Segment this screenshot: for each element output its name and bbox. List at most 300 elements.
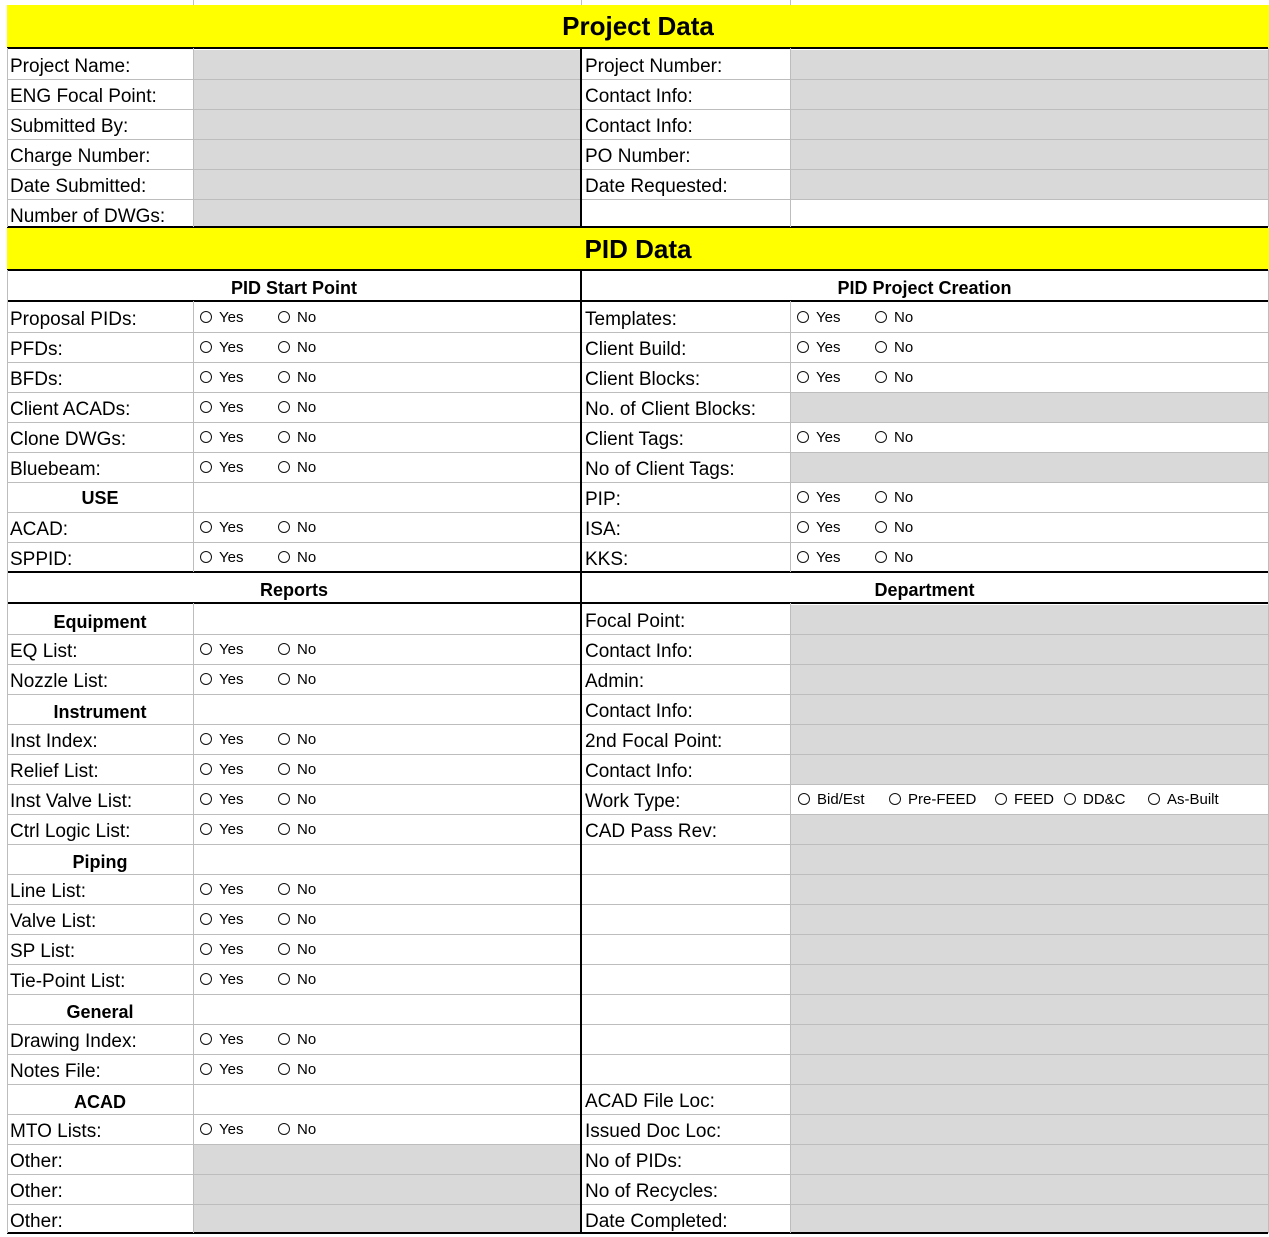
radio-circle-icon bbox=[875, 311, 887, 323]
project-field-input[interactable] bbox=[194, 200, 581, 227]
gridline bbox=[580, 48, 582, 227]
pid-right-label: Client Blocks: bbox=[585, 369, 701, 390]
radio-circle-icon bbox=[200, 341, 212, 353]
radio-circle-icon bbox=[278, 973, 290, 985]
department-input[interactable] bbox=[791, 1085, 1268, 1114]
yes-radio[interactable] bbox=[200, 754, 243, 784]
radio-label: No bbox=[297, 428, 317, 446]
yes-radio[interactable] bbox=[200, 542, 243, 572]
department-input[interactable] bbox=[791, 755, 1268, 784]
radio-circle-icon bbox=[278, 883, 290, 895]
yes-radio[interactable] bbox=[797, 362, 840, 392]
department-input[interactable] bbox=[791, 695, 1268, 724]
radio-label: Yes bbox=[816, 308, 841, 326]
gridline bbox=[7, 542, 1268, 543]
project-left-label: Charge Number: bbox=[10, 146, 151, 167]
no-radio[interactable] bbox=[278, 512, 316, 542]
yes-radio[interactable] bbox=[797, 302, 840, 332]
department-label: No of Recycles: bbox=[585, 1181, 719, 1202]
radio-label: Yes bbox=[816, 548, 841, 566]
department-label: Issued Doc Loc: bbox=[585, 1121, 722, 1142]
radio-circle-icon bbox=[278, 461, 290, 473]
radio-label: Yes bbox=[219, 1030, 244, 1048]
project-right-label: Contact Info: bbox=[585, 86, 693, 107]
report-field-label: Other: bbox=[10, 1181, 63, 1202]
no-radio[interactable] bbox=[278, 1024, 316, 1054]
radio-circle-icon bbox=[995, 793, 1007, 805]
radio-circle-icon bbox=[200, 311, 212, 323]
project-field-input[interactable] bbox=[791, 140, 1268, 169]
radio-circle-icon bbox=[200, 401, 212, 413]
radio-label: No bbox=[297, 910, 317, 928]
no-radio[interactable] bbox=[278, 784, 316, 814]
report-field-label: Relief List: bbox=[10, 761, 99, 782]
department-input[interactable] bbox=[791, 725, 1268, 754]
project-left-label: Project Name: bbox=[10, 56, 131, 77]
radio-circle-icon bbox=[1148, 793, 1160, 805]
radio-circle-icon bbox=[200, 371, 212, 383]
radio-label: No bbox=[297, 308, 317, 326]
report-category-label: Equipment bbox=[53, 612, 147, 632]
project-left-label: Submitted By: bbox=[10, 116, 129, 137]
radio-label: No bbox=[297, 940, 317, 958]
reports-header: Reports bbox=[259, 580, 328, 600]
pid-left-label: BFDs: bbox=[10, 369, 63, 390]
radio-label: Yes bbox=[816, 368, 841, 386]
department-label: CAD Pass Rev: bbox=[585, 821, 717, 842]
radio-label: No bbox=[894, 338, 914, 356]
yes-radio[interactable] bbox=[200, 904, 243, 934]
no-radio[interactable] bbox=[875, 482, 913, 512]
no-radio[interactable] bbox=[278, 934, 316, 964]
pid-left-label: Bluebeam: bbox=[10, 459, 101, 480]
yes-radio[interactable] bbox=[200, 784, 243, 814]
radio-circle-icon bbox=[200, 551, 212, 563]
no-radio[interactable] bbox=[278, 452, 316, 482]
yes-radio[interactable] bbox=[797, 422, 840, 452]
radio-label: No bbox=[297, 790, 317, 808]
department-input[interactable] bbox=[791, 815, 1268, 844]
pid-right-label: PIP: bbox=[585, 489, 621, 510]
department-header: Department bbox=[874, 580, 975, 600]
radio-label: No bbox=[297, 670, 317, 688]
pid-right-label: Templates: bbox=[585, 309, 677, 330]
report-field-label: SP List: bbox=[10, 941, 76, 962]
radio-label: No bbox=[894, 548, 914, 566]
project-left-label: ENG Focal Point: bbox=[10, 86, 157, 107]
radio-label: Yes bbox=[219, 640, 244, 658]
radio-label: No bbox=[297, 1060, 317, 1078]
department-input[interactable] bbox=[791, 1055, 1268, 1084]
gridline bbox=[7, 300, 1268, 302]
no-radio[interactable] bbox=[278, 422, 316, 452]
no-radio[interactable] bbox=[278, 904, 316, 934]
gridline bbox=[193, 301, 194, 572]
yes-radio[interactable] bbox=[200, 452, 243, 482]
yes-radio[interactable] bbox=[200, 362, 243, 392]
radio-circle-icon bbox=[200, 793, 212, 805]
no-radio[interactable] bbox=[278, 964, 316, 994]
radio-label: No bbox=[297, 518, 317, 536]
use-section-label: USE bbox=[81, 488, 119, 508]
radio-circle-icon bbox=[797, 551, 809, 563]
no-radio[interactable] bbox=[278, 332, 316, 362]
radio-circle-icon bbox=[278, 943, 290, 955]
radio-label: Yes bbox=[219, 548, 244, 566]
radio-label: Yes bbox=[219, 428, 244, 446]
yes-radio[interactable] bbox=[200, 1114, 243, 1144]
pid-right-input[interactable] bbox=[791, 393, 1268, 422]
report-category-label: Piping bbox=[72, 852, 128, 872]
radio-circle-icon bbox=[200, 883, 212, 895]
yes-radio[interactable] bbox=[797, 512, 840, 542]
radio-label: Yes bbox=[219, 820, 244, 838]
pid-left-label: Clone DWGs: bbox=[10, 429, 127, 450]
report-field-label: Nozzle List: bbox=[10, 671, 109, 692]
pid-left-label: ACAD: bbox=[10, 519, 69, 540]
radio-label: DD&C bbox=[1083, 790, 1126, 808]
pid-data-header: PID Data bbox=[7, 228, 1269, 270]
department-label: No of PIDs: bbox=[585, 1151, 683, 1172]
gridline bbox=[790, 301, 791, 572]
department-input[interactable] bbox=[791, 965, 1268, 994]
gridline bbox=[7, 47, 1268, 49]
department-label: Focal Point: bbox=[585, 611, 686, 632]
no-radio[interactable] bbox=[278, 1054, 316, 1084]
gridline bbox=[7, 270, 8, 1233]
radio-label: No bbox=[894, 308, 914, 326]
project-field-input[interactable] bbox=[194, 170, 581, 199]
radio-circle-icon bbox=[875, 491, 887, 503]
report-category-label: ACAD bbox=[74, 1092, 126, 1112]
pid-project-creation-header: PID Project Creation bbox=[837, 278, 1012, 298]
radio-label: FEED bbox=[1014, 790, 1055, 808]
yes-radio[interactable] bbox=[200, 422, 243, 452]
project-field-input[interactable] bbox=[194, 80, 581, 109]
radio-circle-icon bbox=[875, 521, 887, 533]
yes-radio[interactable] bbox=[797, 482, 840, 512]
radio-circle-icon bbox=[278, 431, 290, 443]
no-radio[interactable] bbox=[278, 542, 316, 572]
radio-label: Yes bbox=[219, 1060, 244, 1078]
radio-circle-icon bbox=[278, 1123, 290, 1135]
gridline bbox=[193, 48, 194, 227]
no-radio[interactable] bbox=[278, 664, 316, 694]
pid-right-label: No of Client Tags: bbox=[585, 459, 735, 480]
department-label: Contact Info: bbox=[585, 701, 693, 722]
pid-left-label: SPPID: bbox=[10, 549, 73, 570]
radio-circle-icon bbox=[797, 491, 809, 503]
department-input[interactable] bbox=[791, 1025, 1268, 1054]
department-input[interactable] bbox=[791, 635, 1268, 664]
pid-right-label: KKS: bbox=[585, 549, 629, 570]
gridline bbox=[7, 482, 1268, 483]
department-input[interactable] bbox=[791, 845, 1268, 874]
radio-circle-icon bbox=[797, 431, 809, 443]
department-input[interactable] bbox=[791, 1205, 1268, 1234]
report-field-label: Valve List: bbox=[10, 911, 97, 932]
no-radio[interactable] bbox=[278, 392, 316, 422]
radio-circle-icon bbox=[200, 643, 212, 655]
radio-circle-icon bbox=[278, 823, 290, 835]
radio-circle-icon bbox=[200, 763, 212, 775]
no-radio[interactable] bbox=[875, 422, 913, 452]
no-radio[interactable] bbox=[278, 724, 316, 754]
radio-circle-icon bbox=[278, 371, 290, 383]
yes-radio[interactable] bbox=[200, 964, 243, 994]
radio-label: Yes bbox=[219, 308, 244, 326]
radio-label: Yes bbox=[219, 760, 244, 778]
radio-label: No bbox=[297, 760, 317, 778]
radio-label: No bbox=[297, 338, 317, 356]
radio-label: Yes bbox=[816, 488, 841, 506]
department-input[interactable] bbox=[791, 995, 1268, 1024]
work-type-radio[interactable] bbox=[1064, 784, 1126, 814]
radio-label: No bbox=[297, 1120, 317, 1138]
yes-radio[interactable] bbox=[797, 542, 840, 572]
report-field-label: Tie-Point List: bbox=[10, 971, 126, 992]
radio-circle-icon bbox=[278, 1033, 290, 1045]
pid-right-label: ISA: bbox=[585, 519, 621, 540]
no-radio[interactable] bbox=[278, 302, 316, 332]
report-field-label: Drawing Index: bbox=[10, 1031, 137, 1052]
no-radio[interactable] bbox=[875, 362, 913, 392]
project-field-input[interactable] bbox=[791, 80, 1268, 109]
radio-label: No bbox=[894, 428, 914, 446]
radio-label: Yes bbox=[219, 398, 244, 416]
radio-label: No bbox=[297, 368, 317, 386]
project-right-label: Contact Info: bbox=[585, 116, 693, 137]
no-radio[interactable] bbox=[875, 332, 913, 362]
yes-radio[interactable] bbox=[200, 724, 243, 754]
radio-circle-icon bbox=[200, 823, 212, 835]
department-input[interactable] bbox=[791, 605, 1268, 634]
report-field-label: Notes File: bbox=[10, 1061, 101, 1082]
department-input[interactable] bbox=[791, 1115, 1268, 1144]
project-field-input[interactable] bbox=[791, 50, 1268, 79]
radio-circle-icon bbox=[278, 763, 290, 775]
work-type-radio[interactable] bbox=[995, 784, 1054, 814]
radio-label: Yes bbox=[219, 880, 244, 898]
project-field-input[interactable] bbox=[194, 50, 581, 79]
radio-circle-icon bbox=[798, 793, 810, 805]
radio-label: Yes bbox=[219, 790, 244, 808]
gridline bbox=[7, 571, 1268, 573]
no-radio[interactable] bbox=[278, 634, 316, 664]
no-radio[interactable] bbox=[278, 1114, 316, 1144]
yes-radio[interactable] bbox=[797, 332, 840, 362]
work-type-radio[interactable] bbox=[889, 784, 976, 814]
department-label: Work Type: bbox=[585, 791, 681, 812]
gridline bbox=[7, 332, 1268, 333]
project-left-label: Number of DWGs: bbox=[10, 206, 166, 227]
no-radio[interactable] bbox=[875, 542, 913, 572]
radio-label: No bbox=[894, 368, 914, 386]
report-field-label: EQ List: bbox=[10, 641, 78, 662]
department-label: Contact Info: bbox=[585, 641, 693, 662]
radio-label: Yes bbox=[219, 910, 244, 928]
gridline bbox=[790, 48, 791, 227]
department-input[interactable] bbox=[791, 1145, 1268, 1174]
radio-circle-icon bbox=[278, 733, 290, 745]
radio-circle-icon bbox=[200, 521, 212, 533]
gridline bbox=[580, 270, 582, 1233]
work-type-radio[interactable] bbox=[1148, 784, 1219, 814]
radio-circle-icon bbox=[797, 371, 809, 383]
radio-label: No bbox=[297, 820, 317, 838]
project-data-header: Project Data bbox=[7, 5, 1269, 48]
pid-right-label: Client Build: bbox=[585, 339, 687, 360]
work-type-radio[interactable] bbox=[798, 784, 865, 814]
radio-circle-icon bbox=[278, 341, 290, 353]
department-input[interactable] bbox=[791, 875, 1268, 904]
radio-circle-icon bbox=[797, 311, 809, 323]
radio-label: No bbox=[297, 548, 317, 566]
project-field-input[interactable] bbox=[791, 170, 1268, 199]
radio-circle-icon bbox=[278, 913, 290, 925]
report-field-label: Other: bbox=[10, 1211, 63, 1232]
department-input[interactable] bbox=[791, 665, 1268, 694]
no-radio[interactable] bbox=[278, 874, 316, 904]
no-radio[interactable] bbox=[278, 814, 316, 844]
radio-label: No bbox=[297, 880, 317, 898]
gridline bbox=[790, 603, 791, 1233]
project-field-input[interactable] bbox=[791, 110, 1268, 139]
department-label: 2nd Focal Point: bbox=[585, 731, 723, 752]
pid-left-label: PFDs: bbox=[10, 339, 63, 360]
report-category-label: General bbox=[66, 1002, 134, 1022]
gridline bbox=[7, 422, 1268, 423]
radio-label: Yes bbox=[219, 670, 244, 688]
radio-circle-icon bbox=[278, 521, 290, 533]
radio-label: Yes bbox=[219, 368, 244, 386]
project-right-label: Date Requested: bbox=[585, 176, 728, 197]
radio-label: No bbox=[297, 970, 317, 988]
gridline bbox=[7, 1232, 1268, 1234]
radio-label: No bbox=[297, 1030, 317, 1048]
report-field-label: MTO Lists: bbox=[10, 1121, 102, 1142]
radio-label: Yes bbox=[219, 458, 244, 476]
pid-left-label: Client ACADs: bbox=[10, 399, 131, 420]
department-input[interactable] bbox=[791, 905, 1268, 934]
radio-circle-icon bbox=[200, 733, 212, 745]
project-right-label: PO Number: bbox=[585, 146, 691, 167]
project-field-input[interactable] bbox=[194, 140, 581, 169]
pid-right-input[interactable] bbox=[791, 453, 1268, 482]
gridline bbox=[7, 512, 1268, 513]
yes-radio[interactable] bbox=[200, 814, 243, 844]
radio-label: Yes bbox=[816, 518, 841, 536]
other-input[interactable] bbox=[194, 1145, 581, 1174]
yes-radio[interactable] bbox=[200, 1024, 243, 1054]
yes-radio[interactable] bbox=[200, 302, 243, 332]
gridline bbox=[7, 269, 1268, 271]
yes-radio[interactable] bbox=[200, 1054, 243, 1084]
pid-left-label: Proposal PIDs: bbox=[10, 309, 137, 330]
pid-right-label: No. of Client Blocks: bbox=[585, 399, 757, 420]
no-radio[interactable] bbox=[875, 302, 913, 332]
radio-circle-icon bbox=[1064, 793, 1076, 805]
radio-circle-icon bbox=[200, 1063, 212, 1075]
radio-circle-icon bbox=[797, 521, 809, 533]
radio-circle-icon bbox=[889, 793, 901, 805]
report-field-label: Other: bbox=[10, 1151, 63, 1172]
pid-right-label: Client Tags: bbox=[585, 429, 684, 450]
project-field-input[interactable] bbox=[194, 110, 581, 139]
radio-circle-icon bbox=[200, 913, 212, 925]
radio-label: Yes bbox=[816, 338, 841, 356]
yes-radio[interactable] bbox=[200, 634, 243, 664]
radio-label: Yes bbox=[219, 940, 244, 958]
yes-radio[interactable] bbox=[200, 874, 243, 904]
gridline bbox=[7, 48, 8, 227]
radio-circle-icon bbox=[278, 311, 290, 323]
radio-circle-icon bbox=[797, 341, 809, 353]
radio-label: No bbox=[894, 518, 914, 536]
radio-label: No bbox=[297, 458, 317, 476]
no-radio[interactable] bbox=[278, 362, 316, 392]
department-label: ACAD File Loc: bbox=[585, 1091, 715, 1112]
gridline bbox=[7, 602, 1268, 604]
radio-circle-icon bbox=[200, 673, 212, 685]
radio-label: Bid/Est bbox=[817, 790, 865, 808]
department-label: Contact Info: bbox=[585, 761, 693, 782]
radio-circle-icon bbox=[278, 793, 290, 805]
no-radio[interactable] bbox=[875, 512, 913, 542]
project-right-label: Project Number: bbox=[585, 56, 723, 77]
radio-circle-icon bbox=[200, 431, 212, 443]
radio-label: No bbox=[297, 640, 317, 658]
radio-label: Yes bbox=[219, 1120, 244, 1138]
radio-circle-icon bbox=[278, 643, 290, 655]
yes-radio[interactable] bbox=[200, 664, 243, 694]
radio-circle-icon bbox=[875, 431, 887, 443]
department-input[interactable] bbox=[791, 1175, 1268, 1204]
radio-circle-icon bbox=[200, 943, 212, 955]
radio-label: Yes bbox=[816, 428, 841, 446]
radio-label: No bbox=[894, 488, 914, 506]
other-input[interactable] bbox=[194, 1205, 581, 1234]
other-input[interactable] bbox=[194, 1175, 581, 1204]
radio-circle-icon bbox=[278, 551, 290, 563]
yes-radio[interactable] bbox=[200, 934, 243, 964]
radio-circle-icon bbox=[875, 371, 887, 383]
report-field-label: Inst Valve List: bbox=[10, 791, 133, 812]
radio-label: Yes bbox=[219, 518, 244, 536]
report-field-label: Line List: bbox=[10, 881, 87, 902]
yes-radio[interactable] bbox=[200, 512, 243, 542]
radio-circle-icon bbox=[200, 1123, 212, 1135]
project-left-label: Date Submitted: bbox=[10, 176, 147, 197]
no-radio[interactable] bbox=[278, 754, 316, 784]
report-field-label: Ctrl Logic List: bbox=[10, 821, 131, 842]
radio-circle-icon bbox=[278, 401, 290, 413]
radio-label: Yes bbox=[219, 338, 244, 356]
radio-label: As-Built bbox=[1167, 790, 1219, 808]
radio-label: No bbox=[297, 730, 317, 748]
radio-label: Pre-FEED bbox=[908, 790, 977, 808]
yes-radio[interactable] bbox=[200, 332, 243, 362]
department-label: Date Completed: bbox=[585, 1211, 728, 1232]
radio-circle-icon bbox=[875, 551, 887, 563]
department-label: Admin: bbox=[585, 671, 645, 692]
department-input[interactable] bbox=[791, 935, 1268, 964]
radio-circle-icon bbox=[278, 673, 290, 685]
yes-radio[interactable] bbox=[200, 392, 243, 422]
pid-start-point-header: PID Start Point bbox=[230, 278, 357, 298]
radio-circle-icon bbox=[200, 1033, 212, 1045]
radio-label: Yes bbox=[219, 970, 244, 988]
